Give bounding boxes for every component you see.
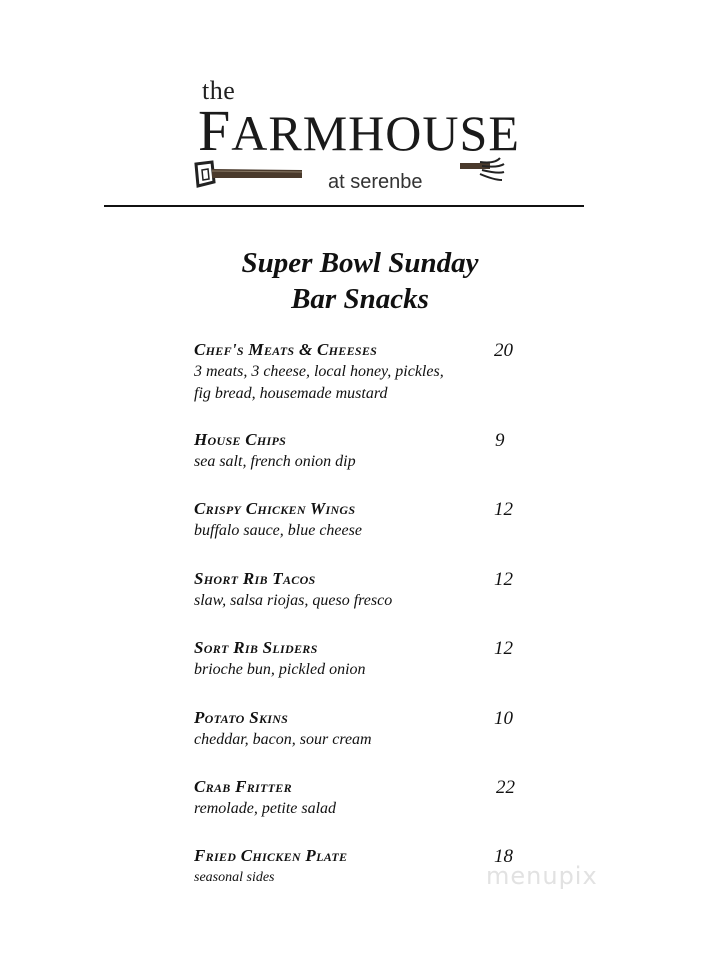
- menu-item: [194, 340, 554, 404]
- logo-subtitle: at serenbe: [328, 171, 423, 193]
- logo-name-rest: ARMHOUSE: [231, 105, 520, 161]
- item-description: remolade, petite salad: [194, 800, 337, 817]
- item-price: 9: [495, 430, 505, 451]
- item-price: 12: [494, 638, 513, 659]
- menu-title: Super Bowl Sunday: [241, 247, 479, 279]
- logo-initial: F: [198, 98, 232, 163]
- menu-item: [194, 777, 554, 819]
- item-name: Crispy Chicken Wings: [194, 499, 356, 518]
- item-price: 10: [494, 708, 513, 729]
- item-price: 18: [494, 846, 513, 867]
- item-name: Sort Rib Sliders: [194, 638, 318, 657]
- item-price: 22: [496, 777, 515, 798]
- item-description: 3 meats, 3 cheese, local honey, pickles,: [194, 363, 444, 380]
- item-description: brioche bun, pickled onion: [194, 661, 366, 678]
- item-description: cheddar, bacon, sour cream: [194, 731, 372, 748]
- menu-item: [194, 569, 554, 611]
- menu-item: [194, 708, 554, 750]
- item-price: 12: [494, 499, 513, 520]
- item-price: 20: [494, 340, 513, 361]
- menu-item: [194, 499, 554, 541]
- item-description: buffalo sauce, blue cheese: [194, 522, 362, 539]
- watermark: menupix: [486, 862, 598, 890]
- item-name: House Chips: [194, 430, 287, 449]
- item-name: Short Rib Tacos: [194, 569, 316, 588]
- menu-item: [194, 430, 554, 472]
- item-description: slaw, salsa riojas, queso fresco: [194, 592, 393, 609]
- header-divider: [104, 205, 584, 207]
- menu-item: [194, 638, 554, 680]
- item-price: 12: [494, 569, 513, 590]
- item-description: seasonal sides: [194, 870, 275, 885]
- item-name: Chef's Meats & Cheeses: [194, 340, 378, 359]
- menu-subtitle: Bar Snacks: [291, 283, 429, 315]
- logo-the: the: [202, 76, 236, 105]
- item-name: Fried Chicken Plate: [194, 846, 348, 865]
- item-description: fig bread, housemade mustard: [194, 385, 388, 402]
- item-name: Crab Fritter: [194, 777, 292, 796]
- item-description: sea salt, french onion dip: [194, 453, 356, 470]
- item-name: Potato Skins: [194, 708, 289, 727]
